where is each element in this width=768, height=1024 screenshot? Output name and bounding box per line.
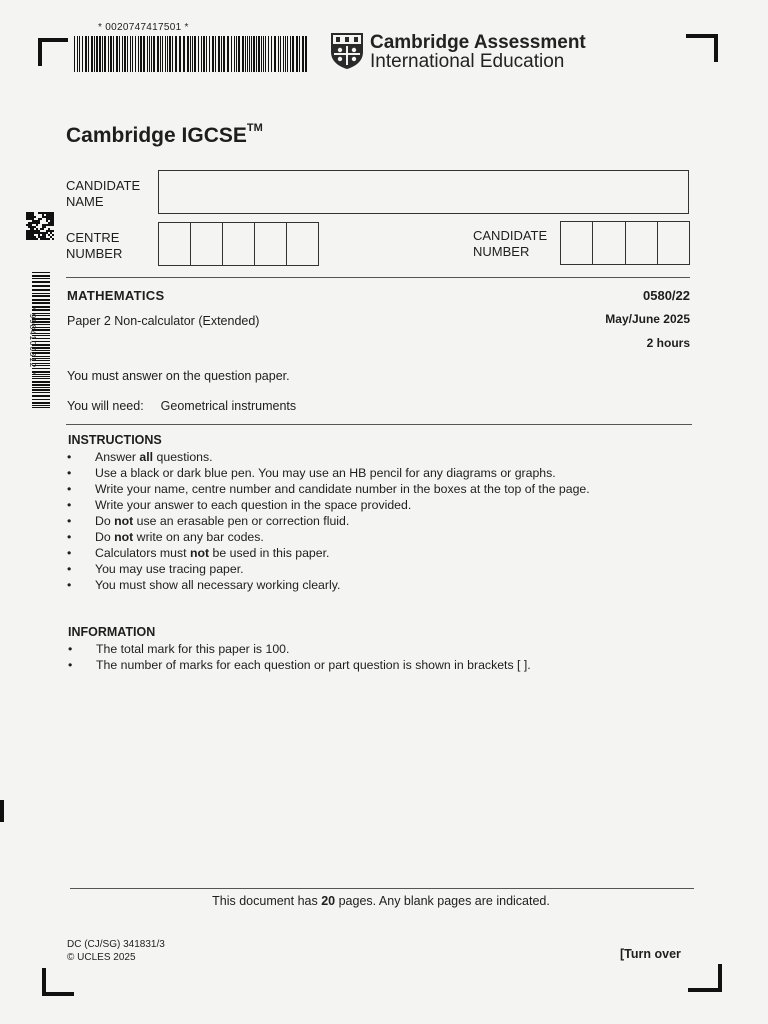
crop-mark: [38, 38, 42, 66]
digit-box[interactable]: [223, 223, 255, 265]
information-item: • The total mark for this paper is 100.: [68, 641, 531, 657]
document-reference: DC (CJ/SG) 341831/3 © UCLES 2025: [67, 939, 165, 963]
instruction-item: • Do not write on any bar codes.: [67, 529, 590, 545]
candidate-name-label: CANDIDATE NAME: [66, 178, 141, 209]
instruction-item: • You may use tracing paper.: [67, 561, 590, 577]
shield-icon: [330, 32, 364, 70]
digit-box[interactable]: [561, 222, 593, 264]
you-will-need-value: Geometrical instruments: [160, 399, 297, 413]
you-will-need-label: You will need:: [67, 399, 144, 413]
crop-mark: [714, 34, 718, 62]
information-item: • The number of marks for each question or part question is shown in brackets [ ].: [68, 657, 531, 673]
instructions-list: [67, 449, 590, 593]
instruction-item: • You must show all necessary working clearly.: [67, 577, 590, 593]
digit-box[interactable]: [287, 223, 318, 265]
qualification-title: Cambridge IGCSE™: [66, 122, 263, 147]
digit-box[interactable]: [191, 223, 223, 265]
org-name-line2: International Education: [370, 51, 565, 72]
instruction-item: • Use a black or dark blue pen. You may use an HB pencil for any diagrams or graphs.: [67, 465, 590, 481]
paper-component: Paper 2 Non-calculator (Extended): [67, 314, 260, 328]
centre-number-label: CENTRE NUMBER: [66, 230, 123, 261]
exam-session: May/June 2025: [605, 312, 690, 326]
digit-box[interactable]: [159, 223, 191, 265]
crop-mark: [42, 992, 74, 996]
top-barcode: [74, 36, 310, 72]
instructions-heading: INSTRUCTIONS: [68, 433, 162, 447]
candidate-number-boxes[interactable]: [560, 221, 690, 265]
instruction-item: • Calculators must not be used in this paper.: [67, 545, 590, 561]
you-will-need: [67, 399, 296, 413]
barcode-number: * 0020747417501 *: [98, 22, 189, 33]
information-list: [68, 641, 531, 673]
turn-over: [Turn over: [620, 947, 681, 961]
centre-number-boxes[interactable]: [158, 222, 319, 266]
instruction-item: • Do not use an erasable pen or correction fluid.: [67, 513, 590, 529]
trademark: TM: [246, 122, 263, 134]
side-barcode-number: * 9984100312 *: [28, 306, 37, 376]
digit-box[interactable]: [626, 222, 658, 264]
digit-box[interactable]: [255, 223, 287, 265]
divider: [66, 277, 690, 278]
qr-code: [26, 212, 54, 240]
side-barcode: [20, 272, 50, 412]
divider: [66, 424, 692, 425]
candidate-name-box[interactable]: [158, 170, 689, 214]
digit-box[interactable]: [593, 222, 626, 264]
digit-box[interactable]: [658, 222, 689, 264]
instruction-item: • Write your name, centre number and candidate number in the boxes at the top of the page.: [67, 481, 590, 497]
instruction-item: • Write your answer to each question in the space provided.: [67, 497, 590, 513]
page-count-note: This document has 20 pages. Any blank pages are indicated.: [212, 894, 550, 908]
crop-mark: [42, 968, 46, 996]
crop-mark: [688, 988, 722, 992]
candidate-number-label: CANDIDATE NUMBER: [473, 228, 548, 259]
exam-duration: 2 hours: [646, 336, 690, 350]
paper-code: 0580/22: [643, 288, 690, 303]
crop-mark: [718, 964, 722, 992]
instruction-item: • Answer all questions.: [67, 449, 590, 465]
subject-title: MATHEMATICS: [67, 288, 165, 303]
cambridge-logo: [330, 32, 586, 72]
org-name-line1: Cambridge Assessment: [370, 32, 586, 53]
information-heading: INFORMATION: [68, 625, 156, 639]
divider: [70, 888, 694, 889]
answer-instruction: You must answer on the question paper.: [67, 369, 290, 383]
edge-mark: [0, 800, 4, 822]
crop-mark: [38, 38, 68, 42]
